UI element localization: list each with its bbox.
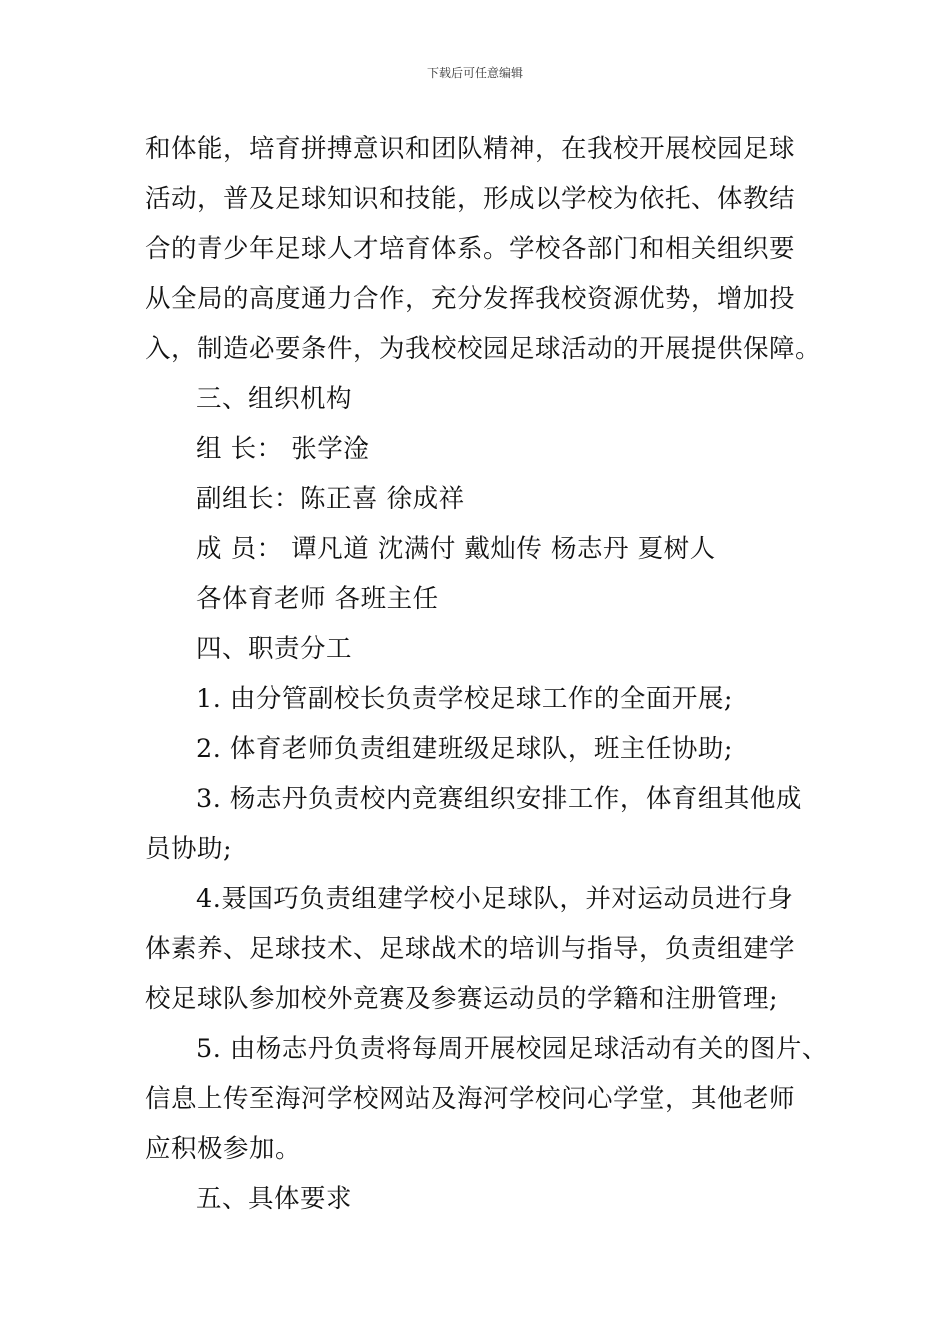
section-heading: 三、组织机构 bbox=[196, 384, 353, 414]
duty-item: 2. 体育老师负责组建班级足球队，班主任协助; bbox=[196, 734, 734, 764]
org-leader-line: 组 长： 张学淦 bbox=[196, 434, 370, 464]
duty-item-continuation: 信息上传至海河学校网站及海河学校问心学堂，其他老师 bbox=[145, 1084, 796, 1114]
org-members-extra-line: 各体育老师 各班主任 bbox=[196, 584, 439, 614]
section-heading: 五、具体要求 bbox=[196, 1184, 353, 1214]
duty-item: 3. 杨志丹负责校内竞赛组织安排工作，体育组其他成 bbox=[196, 784, 802, 814]
org-members-line: 成 员： 谭凡道 沈满付 戴灿传 杨志丹 夏树人 bbox=[196, 534, 716, 564]
section-heading: 四、职责分工 bbox=[196, 634, 353, 664]
duty-item-continuation: 校足球队参加校外竞赛及参赛运动员的学籍和注册管理; bbox=[145, 984, 779, 1014]
page-header-note: 下载后可任意编辑 bbox=[426, 66, 523, 80]
paragraph-line: 入，制造必要条件，为我校校园足球活动的开展提供保障。 bbox=[145, 334, 822, 364]
duty-item: 4.聂国巧负责组建学校小足球队，并对运动员进行身 bbox=[196, 884, 794, 914]
duty-item-continuation: 员协助; bbox=[145, 834, 233, 864]
paragraph-line: 合的青少年足球人才培育体系。学校各部门和相关组织要 bbox=[145, 234, 796, 264]
paragraph-line: 从全局的高度通力合作，充分发挥我校资源优势，增加投 bbox=[145, 284, 796, 314]
org-deputy-line: 副组长：陈正喜 徐成祥 bbox=[196, 484, 465, 514]
duty-item-continuation: 应积极参加。 bbox=[145, 1134, 302, 1164]
paragraph-line: 活动，普及足球知识和技能，形成以学校为依托、体教结 bbox=[145, 184, 796, 214]
duty-item: 1. 由分管副校长负责学校足球工作的全面开展; bbox=[196, 684, 734, 714]
paragraph-line: 和体能，培育拼搏意识和团队精神，在我校开展校园足球 bbox=[145, 134, 796, 164]
duty-item-continuation: 体素养、足球技术、足球战术的培训与指导，负责组建学 bbox=[145, 934, 796, 964]
duty-item: 5. 由杨志丹负责将每周开展校园足球活动有关的图片、 bbox=[196, 1034, 828, 1064]
